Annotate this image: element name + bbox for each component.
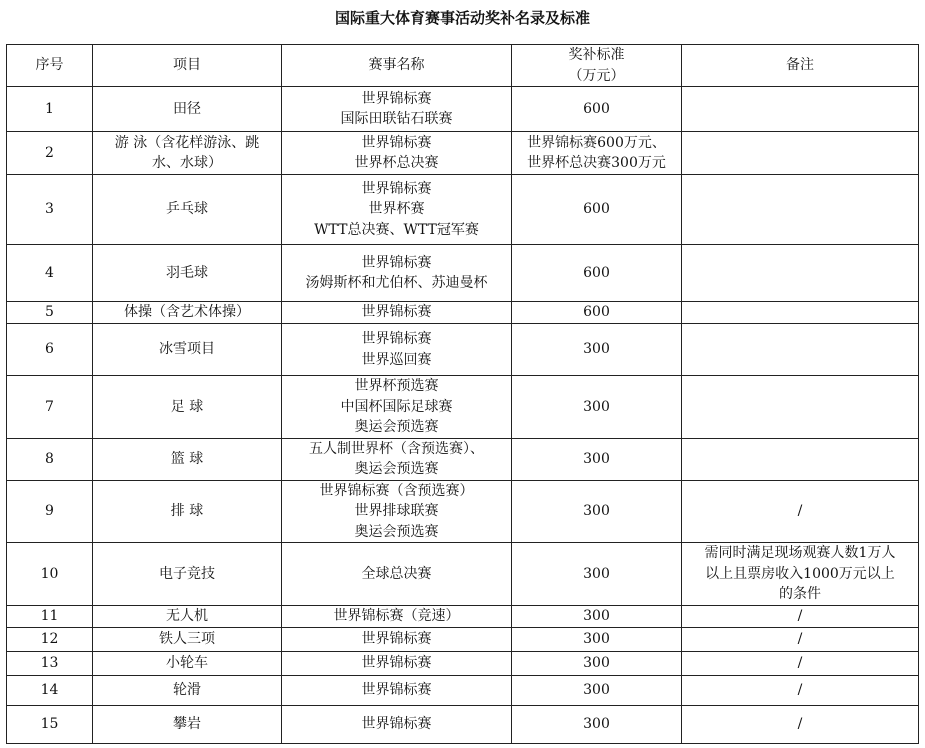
cell-item-line: 轮滑 [173,682,201,699]
cell-item [93,652,282,676]
table-row [7,302,919,324]
header-remark: 备注 [682,45,919,87]
table-row [7,245,919,302]
cell-event-line: 奥运会预选赛 [354,419,439,435]
table-row [7,628,919,652]
cell-no: 9 [7,480,93,543]
cell-event [282,606,512,628]
cell-standard [512,606,682,628]
cell-event-line: 世界锦标赛（含预选赛） [319,482,474,499]
cell-standard-line: 300 [583,655,610,672]
cell-standard-line: 600 [583,201,610,218]
table-row [7,706,919,744]
cell-event-line: 世界锦标赛 [361,631,432,648]
cell-item [93,302,282,324]
cell-no: 5 [7,302,93,324]
cell-item-line: 乒乓球 [166,201,208,218]
table-row [7,87,919,132]
cell-event [282,628,512,652]
cell-item [93,245,282,302]
cell-standard [512,324,682,376]
cell-event [282,245,512,302]
cell-standard-line: 300 [583,565,610,582]
cell-no: 12 [7,628,93,652]
cell-standard [512,676,682,706]
table-row [7,652,919,676]
cell-standard [512,132,682,175]
cell-standard-line: 300 [583,503,610,519]
cell-remark [682,628,919,652]
cell-item [93,132,282,175]
cell-remark-line: / [797,716,803,733]
award-table [6,44,919,744]
cell-event-line: 世界锦标赛 [361,655,432,672]
cell-event-line: 世界锦标赛 [361,134,432,151]
cell-no: 6 [7,324,93,376]
cell-item-line: 冰雪项目 [159,341,215,358]
cell-remark-line: / [797,682,803,699]
cell-remark [682,606,919,628]
cell-standard [512,376,682,439]
cell-event [282,706,512,744]
cell-event [282,438,512,480]
cell-event [282,376,512,439]
cell-item-line: 水、水球） [152,155,222,171]
cell-item-line: 铁人三项 [159,631,215,648]
cell-standard [512,480,682,543]
table-row [7,606,919,628]
cell-event-line: 奥运会预选赛 [354,523,439,540]
cell-item [93,543,282,606]
cell-event-line: 世界锦标赛 [361,682,432,699]
cell-remark [682,324,919,376]
cell-event-line: 世界排球联赛 [354,503,439,519]
cell-item-line: 小轮车 [166,655,208,672]
cell-remark [682,87,919,132]
header-no: 序号 [7,45,93,87]
cell-remark [682,245,919,302]
cell-item-line: 排 球 [170,503,204,519]
cell-standard-line: 300 [583,716,610,733]
cell-standard-line: 600 [583,304,610,321]
cell-no: 1 [7,87,93,132]
cell-no: 11 [7,606,93,628]
page-title: 国际重大体育赛事活动奖补名录及标准 [334,9,590,27]
cell-standard [512,302,682,324]
cell-event [282,302,512,324]
table-row [7,132,919,175]
cell-item-line: 足 球 [170,398,204,415]
cell-item-line: 攀岩 [173,716,201,733]
cell-standard-line: 600 [583,264,610,281]
cell-remark-line: / [797,503,803,519]
cell-no: 7 [7,376,93,439]
cell-no: 15 [7,706,93,744]
cell-event-line: 国际田联钻石联赛 [340,111,453,127]
cell-event-line: 世界锦标赛 [361,331,432,347]
cell-item [93,175,282,245]
cell-standard-line: 300 [583,608,610,625]
cell-item [93,438,282,480]
cell-no: 8 [7,438,93,480]
cell-item-line: 无人机 [166,608,208,625]
cell-item-line: 篮 球 [170,450,204,467]
cell-remark [682,480,919,543]
cell-item [93,324,282,376]
header-row [7,45,919,87]
cell-event-line: 汤姆斯杯和尤伯杯、苏迪曼杯 [305,275,488,291]
cell-item [93,628,282,652]
header-standard-line2: （万元） [568,67,625,84]
cell-item-line: 体操（含艺术体操） [124,304,250,321]
cell-standard-line: 世界杯总决赛300万元 [527,155,666,171]
cell-event-line: 五人制世界杯（含预选赛）、 [309,440,484,457]
cell-event [282,175,512,245]
cell-standard [512,87,682,132]
cell-standard-line: 300 [583,631,610,648]
cell-remark [682,302,919,324]
cell-standard-line: 300 [583,450,610,467]
cell-event-line: 世界锦标赛 [361,716,432,733]
cell-standard [512,628,682,652]
cell-remark [682,376,919,439]
cell-remark-line: 的条件 [779,586,821,603]
cell-no: 3 [7,175,93,245]
cell-remark-line: / [797,631,803,648]
cell-remark [682,438,919,480]
cell-event [282,543,512,606]
cell-standard [512,438,682,480]
header-standard [512,45,682,87]
cell-event-line: 世界锦标赛 [361,90,432,107]
cell-standard [512,706,682,744]
cell-item [93,706,282,744]
cell-remark [682,652,919,676]
cell-remark-line: 需同时满足现场观赛人数1万人 [704,545,896,562]
cell-event [282,652,512,676]
header-standard-line1: 奖补标准 [568,47,625,63]
cell-item [93,676,282,706]
cell-event-line: WTT总决赛、WTT冠军赛 [314,221,479,238]
table-row [7,376,919,439]
table-body [7,87,919,744]
header-item: 项目 [93,45,282,87]
cell-remark-line: / [797,655,803,672]
cell-standard-line: 300 [583,682,610,699]
cell-remark [682,175,919,245]
cell-event-line: 世界锦标赛 [361,254,432,271]
cell-remark [682,543,919,606]
cell-standard [512,245,682,302]
cell-event-line: 世界巡回赛 [361,351,432,368]
table-row [7,438,919,480]
cell-event-line: 世界锦标赛 [361,180,432,197]
cell-event-line: 世界杯赛 [368,201,425,218]
cell-standard [512,543,682,606]
table-row [7,175,919,245]
header-event: 赛事名称 [282,45,512,87]
cell-event-line: 世界锦标赛（竞速） [333,608,460,625]
cell-standard-line: 世界锦标赛600万元、 [527,134,666,151]
cell-item-line: 田径 [173,100,201,117]
cell-no: 13 [7,652,93,676]
cell-remark [682,132,919,175]
cell-event-line: 中国杯国际足球赛 [340,398,453,415]
cell-item [93,87,282,132]
cell-item [93,480,282,543]
cell-remark-line: / [797,608,803,625]
cell-remark [682,676,919,706]
cell-no: 14 [7,676,93,706]
cell-remark [682,706,919,744]
table-row [7,324,919,376]
cell-standard [512,175,682,245]
cell-no: 2 [7,132,93,175]
cell-item-line: 游 泳（含花样游泳、跳 [114,134,260,151]
cell-event-line: 奥运会预选赛 [354,461,439,477]
cell-event [282,480,512,543]
cell-standard-line: 300 [583,341,610,358]
cell-item [93,376,282,439]
cell-event-line: 世界杯总决赛 [354,155,439,171]
cell-event [282,87,512,132]
cell-event-line: 世界杯预选赛 [354,378,439,394]
cell-event [282,324,512,376]
cell-standard-line: 300 [583,398,610,415]
cell-event-line: 全球总决赛 [361,565,432,582]
table-row [7,480,919,543]
cell-event [282,676,512,706]
cell-item-line: 电子竞技 [159,565,215,582]
cell-standard [512,652,682,676]
cell-no: 4 [7,245,93,302]
cell-event-line: 世界锦标赛 [361,304,432,321]
table-row [7,543,919,606]
cell-item [93,606,282,628]
cell-item-line: 羽毛球 [166,264,208,281]
table-row [7,676,919,706]
cell-remark-line: 以上且票房收入1000万元以上 [705,565,895,582]
cell-no: 10 [7,543,93,606]
cell-standard-line: 600 [583,100,610,117]
cell-event [282,132,512,175]
